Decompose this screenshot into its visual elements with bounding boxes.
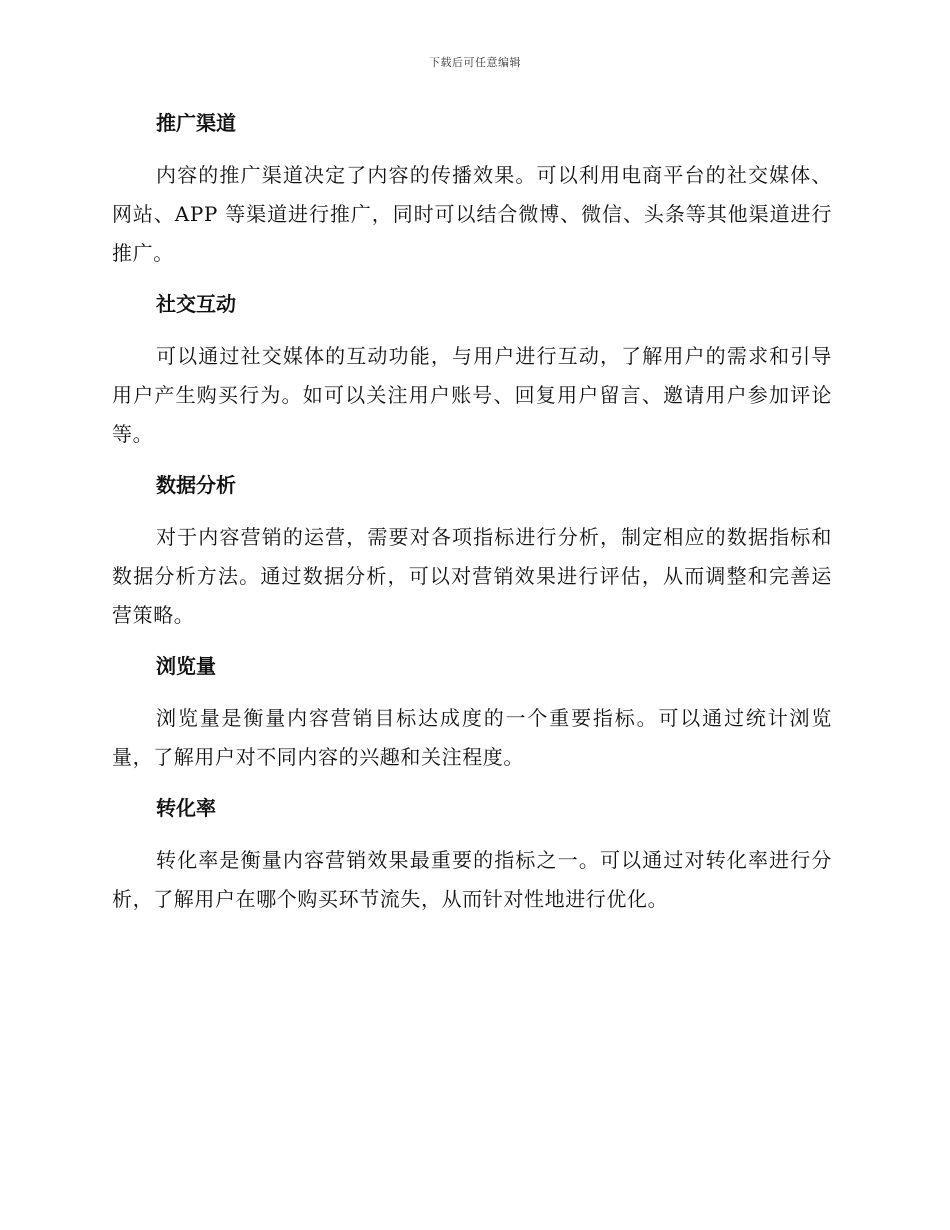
section-heading: 转化率 (156, 796, 216, 820)
section-heading: 浏览量 (156, 654, 216, 678)
section-paragraph: 内容的推广渠道决定了内容的传播效果。可以利用电商平台的社交媒体、网站、APP 等渠道进行推广，同时可以结合微博、微信、头条等其他渠道进行推广。 (112, 163, 832, 265)
section-heading: 推广渠道 (156, 111, 236, 135)
section-paragraph: 转化率是衡量内容营销效果最重要的指标之一。可以通过对转化率进行分析，了解用户在哪个购买环节流失，从而针对性地进行优化。 (112, 848, 832, 911)
section-promotion-channels (112, 108, 832, 273)
section-paragraph: 对于内容营销的运营，需要对各项指标进行分析，制定相应的数据指标和数据分析方法。通过数据分析，可以对营销效果进行评估，从而调整和完善运营策略。 (112, 525, 832, 627)
section-paragraph: 浏览量是衡量内容营销目标达成度的一个重要指标。可以通过统计浏览量，了解用户对不同内容的兴趣和关注程度。 (112, 706, 832, 769)
section-paragraph: 可以通过社交媒体的互动功能，与用户进行互动，了解用户的需求和引导用户产生购买行为。如可以关注用户账号、回复用户留言、邀请用户参加评论等。 (112, 344, 832, 446)
section-heading: 社交互动 (156, 292, 236, 316)
document-body (112, 108, 832, 935)
section-page-views (112, 651, 832, 777)
section-heading: 数据分析 (156, 473, 236, 497)
section-conversion-rate (112, 793, 832, 919)
section-data-analysis (112, 470, 832, 635)
page-header: 下载后可任意编辑 (429, 56, 521, 69)
section-social-interaction (112, 289, 832, 454)
